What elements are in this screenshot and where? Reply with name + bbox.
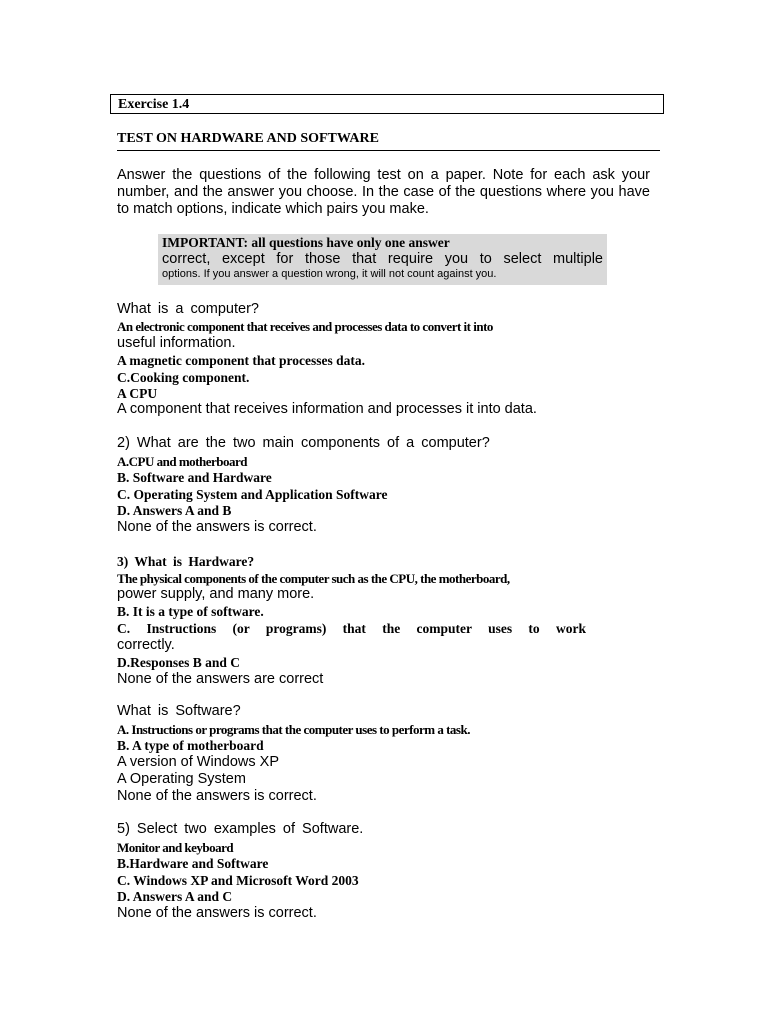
q5-option-e: None of the answers is correct. xyxy=(117,905,317,921)
q2-option-b: B. Software and Hardware xyxy=(117,470,272,485)
q4-option-e: None of the answers is correct. xyxy=(117,788,317,804)
q5-option-d: D. Answers A and C xyxy=(117,889,233,904)
q3-option-e: None of the answers are correct xyxy=(117,671,324,687)
q5-option-b: B.Hardware and Software xyxy=(117,856,269,871)
test-title: TEST ON HARDWARE AND SOFTWARE xyxy=(117,131,379,146)
q3-option-a: The physical components of the computer such as the CPU, the motherboard, xyxy=(117,571,510,586)
exercise-header-box xyxy=(110,94,664,114)
q4-option-b: B. A type of motherboard xyxy=(117,738,264,753)
q2-option-d: D. Answers A and B xyxy=(117,503,232,518)
exercise-label: Exercise 1.4 xyxy=(118,97,190,112)
question-2: 2) What are the two main components of a computer? xyxy=(117,435,490,451)
question-5: 5) Select two examples of Software. xyxy=(117,821,364,837)
q1-option-c: C.Cooking component. xyxy=(117,370,250,385)
question-4: What is Software? xyxy=(117,703,241,719)
q3-option-c: C. Instructions (or programs) that the computer uses to work xyxy=(117,621,586,636)
important-line-2: correct, except for those that require you to select multiple xyxy=(162,251,603,267)
q1-option-d: A CPU xyxy=(117,386,158,401)
important-line-3: options. If you answer a question wrong, it will not count against you. xyxy=(162,268,497,280)
q2-option-a: A.CPU and motherboard xyxy=(117,454,247,469)
q4-option-a: A. Instructions or programs that the computer uses to perform a task. xyxy=(117,722,470,737)
q5-option-a: Monitor and keyboard xyxy=(117,840,234,855)
q3-option-c-cont: correctly. xyxy=(117,637,175,653)
q1-option-a-cont: useful information. xyxy=(117,335,236,351)
q5-option-c: C. Windows XP and Microsoft Word 2003 xyxy=(117,873,359,888)
q2-option-c: C. Operating System and Application Software xyxy=(117,487,388,502)
q3-option-d: D.Responses B and C xyxy=(117,655,241,670)
important-line-1: IMPORTANT: all questions have only one answer xyxy=(162,235,450,250)
q1-option-b: A magnetic component that processes data. xyxy=(117,353,365,368)
q4-option-d: A Operating System xyxy=(117,771,246,787)
title-underline xyxy=(117,150,660,151)
q1-option-a: An electronic component that receives and processes data to convert it into xyxy=(117,319,493,334)
q3-option-b: B. It is a type of software. xyxy=(117,604,264,619)
q2-option-e: None of the answers is correct. xyxy=(117,519,317,535)
q4-option-c: A version of Windows XP xyxy=(117,754,279,770)
important-note-box xyxy=(158,234,607,285)
q1-option-e: A component that receives information and processes it into data. xyxy=(117,401,537,417)
q3-option-a-cont: power supply, and many more. xyxy=(117,586,315,602)
question-1: What is a computer? xyxy=(117,301,259,317)
intro-paragraph: Answer the questions of the following test on a paper. Note for each ask your number, and the answer you choose. In the case of the questions where you have to match options, indicate which pairs you make. xyxy=(117,167,650,217)
question-3: 3) What is Hardware? xyxy=(117,554,255,569)
